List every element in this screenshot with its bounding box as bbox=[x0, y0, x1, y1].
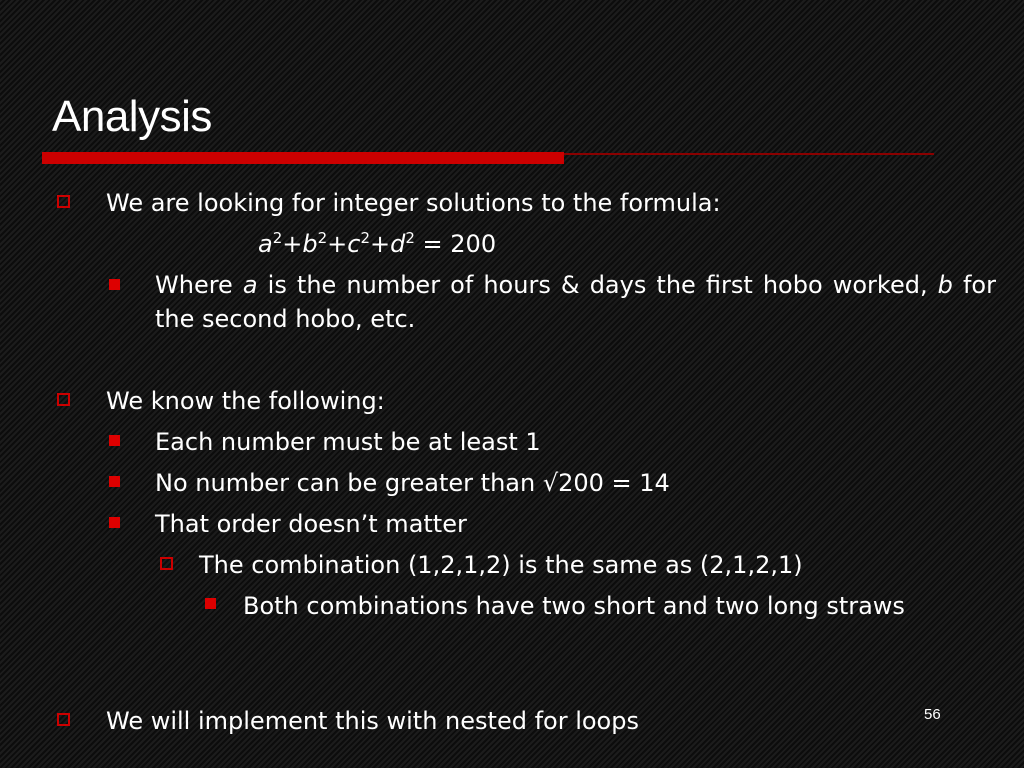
hollow-square-bullet-icon bbox=[160, 557, 173, 570]
formula-plus: + bbox=[282, 230, 303, 258]
slide-title: Analysis bbox=[52, 92, 212, 141]
variable-b: b bbox=[937, 271, 953, 299]
variable-meaning-text: Where bbox=[155, 271, 243, 299]
formula-exp-c: 2 bbox=[360, 229, 371, 247]
title-underline-thin bbox=[564, 153, 934, 155]
formula-exp-a: 2 bbox=[272, 229, 283, 247]
hollow-square-bullet-icon bbox=[57, 195, 70, 208]
bullet-straws: Both combinations have two short and two long straws bbox=[243, 592, 905, 620]
formula-rhs: = 200 bbox=[414, 230, 497, 258]
bullet-at-least-one: Each number must be at least 1 bbox=[155, 428, 541, 456]
page-number: 56 bbox=[924, 706, 941, 723]
variable-a: a bbox=[242, 271, 258, 299]
bullet-max-value: No number can be greater than √200 = 14 bbox=[155, 469, 670, 497]
formula-var-d: d bbox=[390, 230, 406, 258]
hollow-square-bullet-icon bbox=[57, 713, 70, 726]
bullet-integer-solutions: We are looking for integer solutions to the formula: bbox=[106, 189, 721, 217]
hollow-square-bullet-icon bbox=[57, 393, 70, 406]
filled-square-bullet-icon bbox=[205, 598, 216, 609]
formula-plus: + bbox=[327, 230, 348, 258]
bullet-variable-meaning bbox=[155, 268, 996, 336]
formula-exp-d: 2 bbox=[405, 229, 415, 247]
formula-exp-b: 2 bbox=[317, 229, 328, 247]
bullet-combination-example: The combination (1,2,1,2) is the same as (2,1,2,1) bbox=[199, 551, 803, 579]
formula-plus: + bbox=[370, 230, 391, 258]
filled-square-bullet-icon bbox=[109, 279, 120, 290]
formula bbox=[258, 227, 496, 261]
variable-meaning-text: is the number of hours & days the first hobo worked, bbox=[257, 271, 938, 299]
variable-meaning-text: for the second hobo, etc. bbox=[155, 271, 996, 333]
bullet-order: That order doesn’t matter bbox=[155, 510, 467, 538]
formula-var-a: a bbox=[258, 230, 273, 258]
title-underline bbox=[42, 152, 564, 164]
formula-var-c: c bbox=[347, 230, 361, 258]
bullet-nested-loops: We will implement this with nested for loops bbox=[106, 707, 639, 735]
filled-square-bullet-icon bbox=[109, 517, 120, 528]
filled-square-bullet-icon bbox=[109, 435, 120, 446]
filled-square-bullet-icon bbox=[109, 476, 120, 487]
bullet-we-know: We know the following: bbox=[106, 387, 385, 415]
formula-var-b: b bbox=[302, 230, 318, 258]
